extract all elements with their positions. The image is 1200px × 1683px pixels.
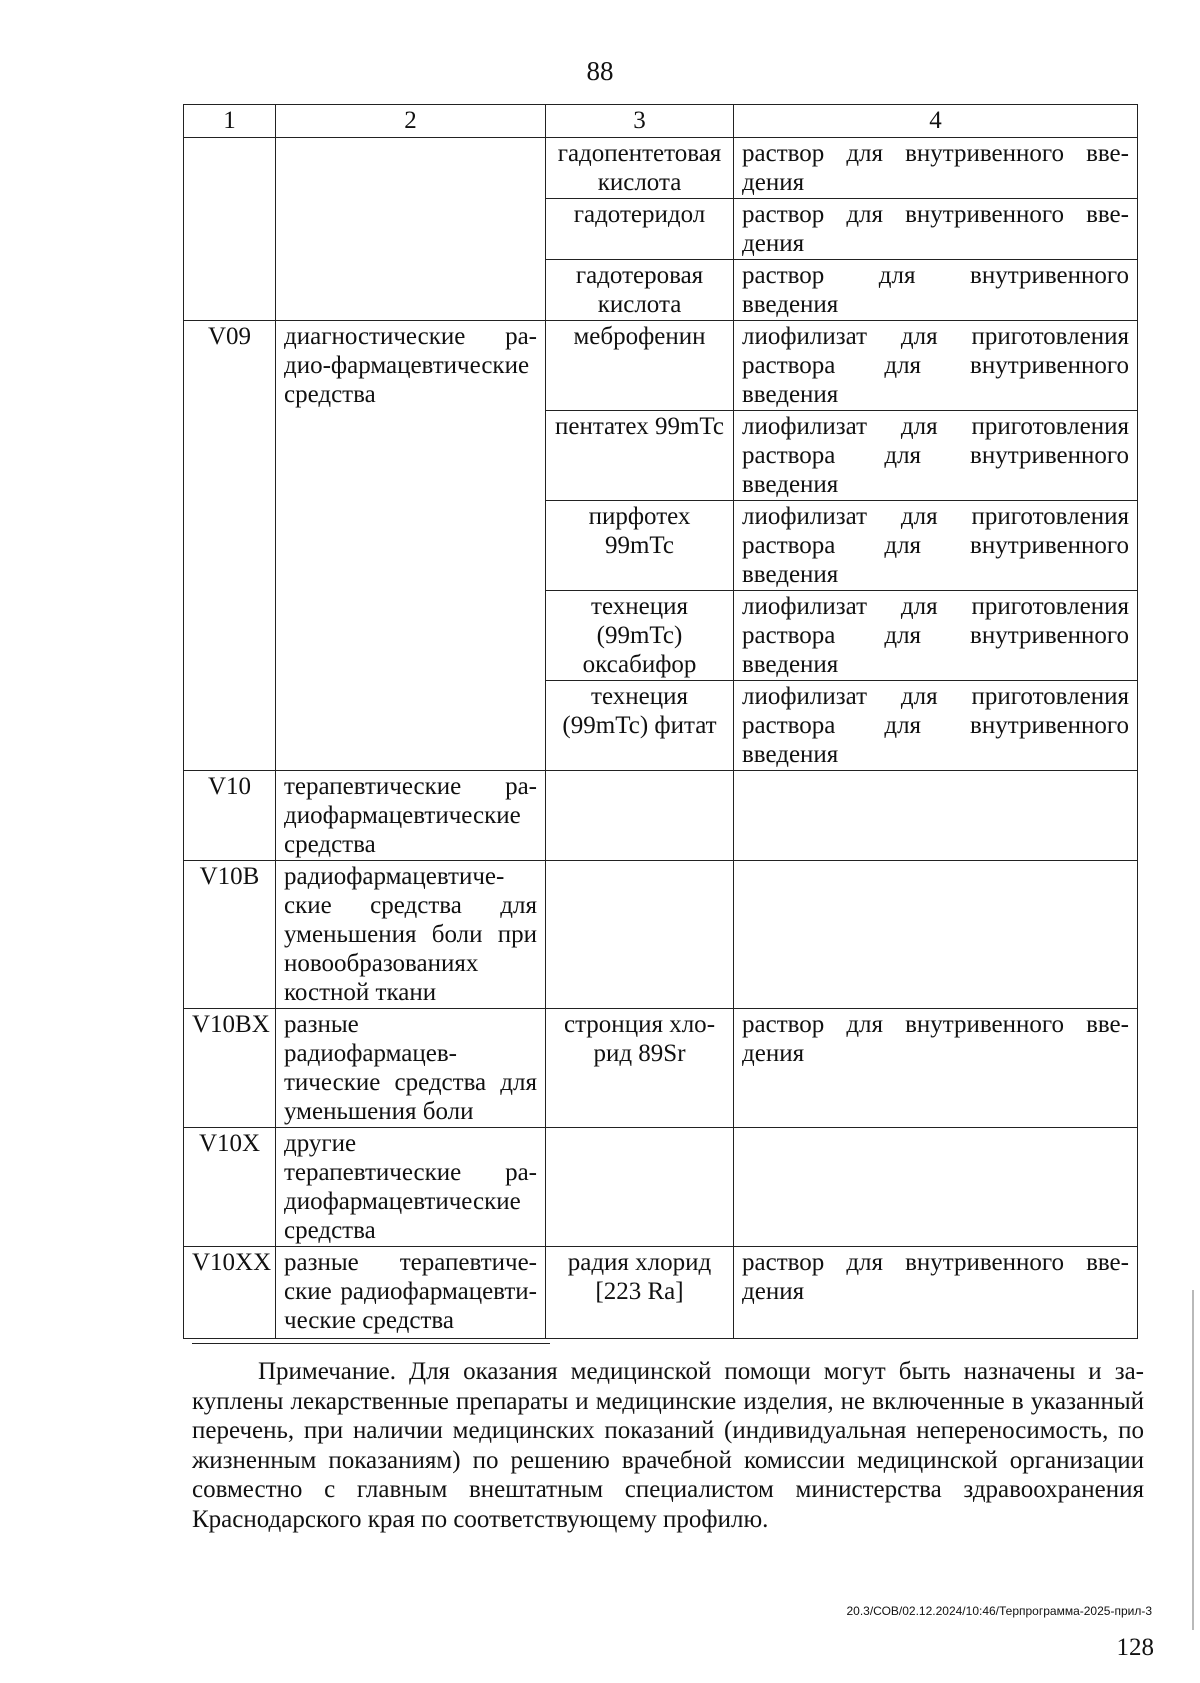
inn-cell: гадотеридол [546,199,734,260]
inn-cell [546,861,734,1009]
scan-edge-mark [1192,1290,1194,1630]
dosage-form-cell [734,861,1138,1009]
document-reference: 20.3/СОВ/02.12.2024/10:46/Терпрограмма-2025-прил-3 [846,1604,1152,1618]
group-name-cell: разные радиофармацевтические средства для уменьшения боли [276,1009,546,1128]
group-name-cell: диагностические радио-фармацевтические средства [276,321,546,771]
header-cell-1: 1 [184,105,276,138]
dosage-form-cell: раствор для внутривенного введения [734,260,1138,321]
table-row [184,321,1138,411]
code-cell [184,138,276,321]
inn-cell: меброфенин [546,321,734,411]
dosage-form-cell: раствор для внутривенного введения [734,138,1138,199]
code-cell: V09 [184,321,276,771]
group-name-cell: терапевтические радиофармацевтические средства [276,771,546,861]
inn-cell: гадотеровая кислота [546,260,734,321]
table-row [184,1128,1138,1247]
table-header-row [184,105,1138,138]
table-row [184,1247,1138,1339]
group-name-cell [276,138,546,321]
inn-cell: пирфотех 99mTc [546,501,734,591]
code-cell: V10BX [184,1009,276,1128]
inn-cell [546,1128,734,1247]
group-name-cell: разные терапевтические радиофармацевтические средства [276,1247,546,1339]
header-cell-3: 3 [546,105,734,138]
table-row [184,771,1138,861]
code-cell: V10 [184,771,276,861]
table-row [184,1009,1138,1128]
inn-cell: технеция (99mTc) фитат [546,681,734,771]
code-cell: V10B [184,861,276,1009]
dosage-form-cell: лиофилизат для приготовления раствора для внутривенного введения [734,681,1138,771]
dosage-form-cell [734,771,1138,861]
dosage-form-cell: лиофилизат для приготовления раствора для внутривенного введения [734,501,1138,591]
inn-cell: радия хлорид [223 Ra] [546,1247,734,1339]
drug-table [183,104,1138,1339]
table-row [184,138,1138,199]
inn-cell: стронция хлорид 89Sr [546,1009,734,1128]
footnote-separator [192,1343,550,1344]
table-row [184,861,1138,1009]
dosage-form-cell: раствор для внутривенного введения [734,1009,1138,1128]
sheet-number: 128 [1116,1634,1154,1661]
header-cell-2: 2 [276,105,546,138]
page-number: 88 [586,56,614,86]
dosage-form-cell: лиофилизат для приготовления раствора для внутривенного введения [734,591,1138,681]
footnote-text: Примечание. Для оказания медицинской помощи могут быть назначены и закуплены лекарственные препараты и медицинские изделия, не включенные в указанный перечень, при наличии медицинских показаний (индивидуальная непереносимость, по жизненным показаниям) по решению врачебной комиссии медицинской организации совместно с главным внештатным специалистом министерства здравоохранения Краснодарского края по соответствующему профилю. [192,1358,1144,1533]
header-cell-4: 4 [734,105,1138,138]
inn-cell: технеция (99mTc) оксабифор [546,591,734,681]
dosage-form-cell: раствор для внутривенного введения [734,199,1138,260]
group-name-cell: радиофармацевтические средства для уменьшения боли при новообразованиях костной ткани [276,861,546,1009]
group-name-cell: другие терапевтические радиофармацевтические средства [276,1128,546,1247]
dosage-form-cell: раствор для внутривенного введения [734,1247,1138,1339]
dosage-form-cell [734,1128,1138,1247]
inn-cell [546,771,734,861]
dosage-form-cell: лиофилизат для приготовления раствора для внутривенного введения [734,411,1138,501]
dosage-form-cell: лиофилизат для приготовления раствора для внутривенного введения [734,321,1138,411]
code-cell: V10XX [184,1247,276,1339]
code-cell: V10X [184,1128,276,1247]
inn-cell: пентатех 99mTc [546,411,734,501]
inn-cell: гадопентетовая кислота [546,138,734,199]
